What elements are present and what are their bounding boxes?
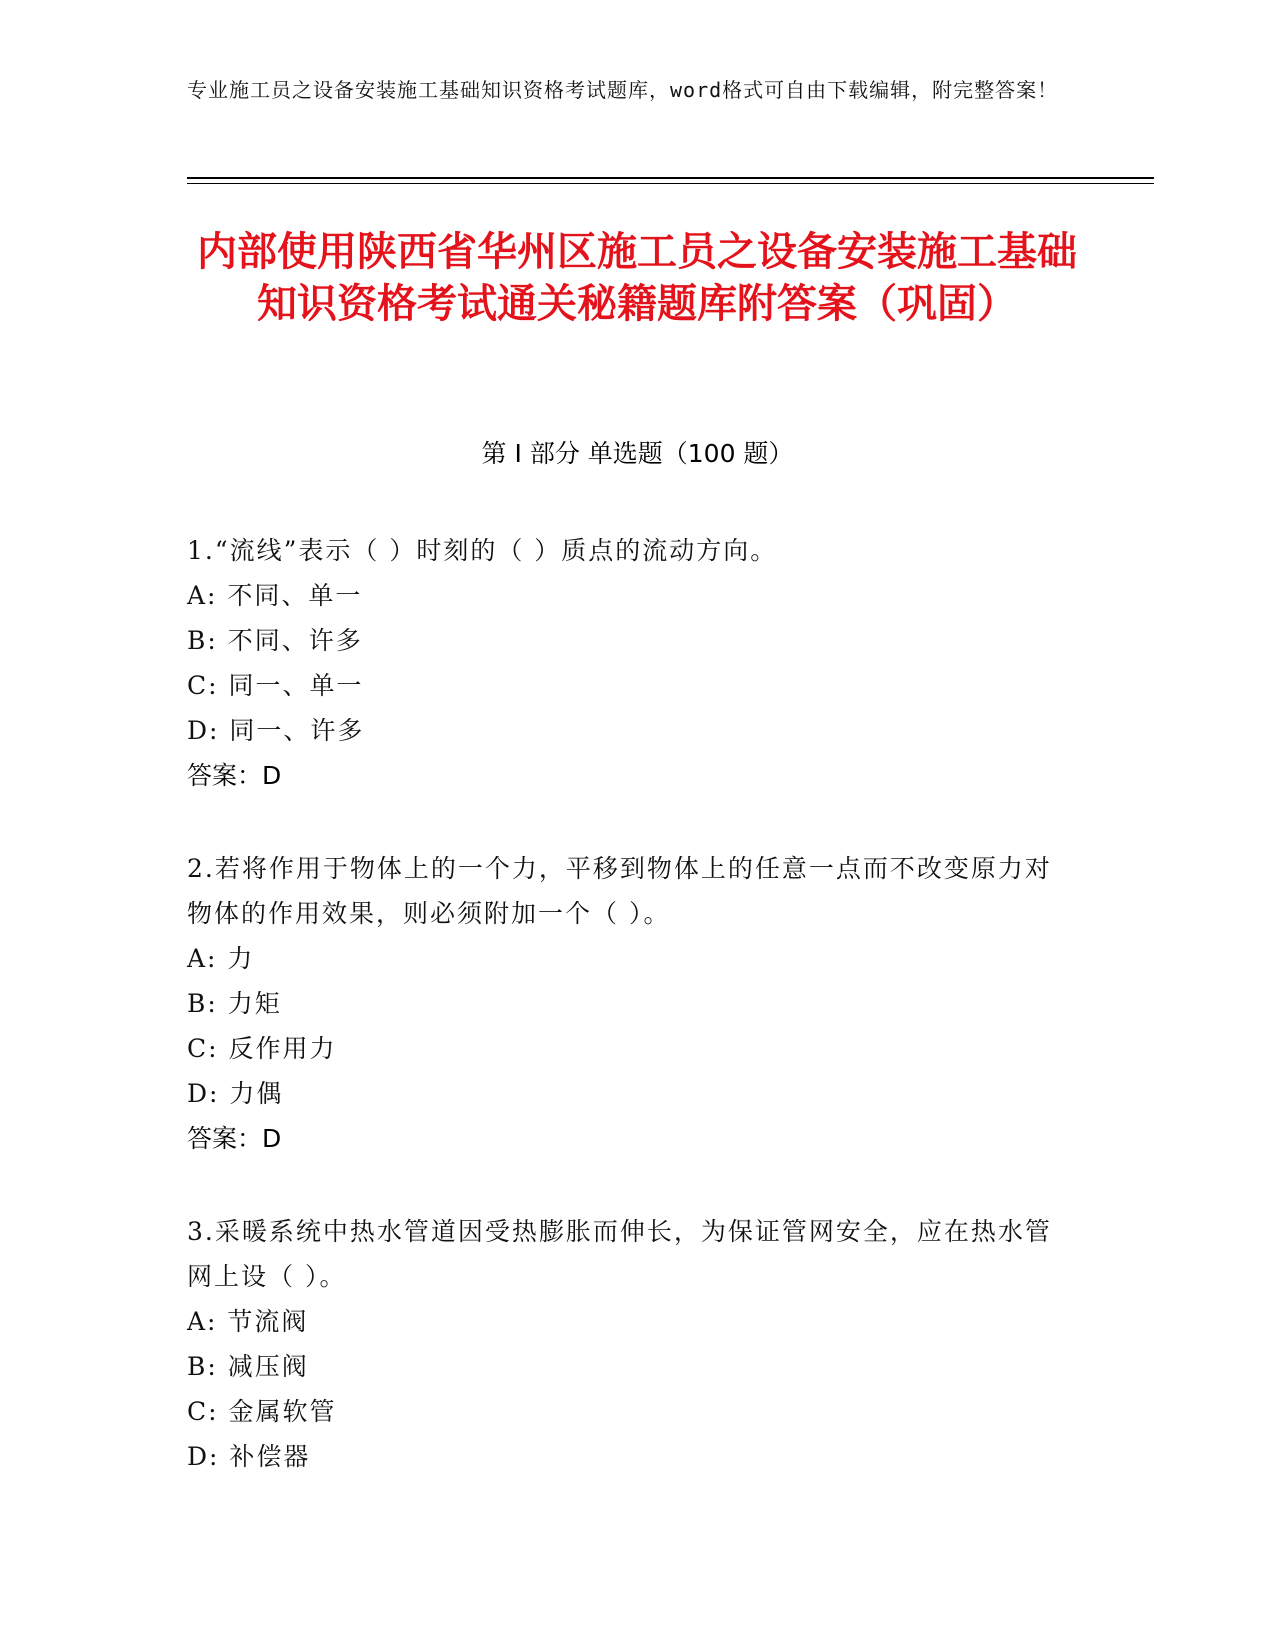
option-b: B: 减压阀 — [187, 1352, 309, 1381]
option-d: D: 力偶 — [187, 1079, 284, 1108]
document-title: 内部使用陕西省华州区施工员之设备安装施工基础知识资格考试通关秘籍题库附答案（巩固） — [197, 229, 1077, 327]
option-b: B: 不同、许多 — [187, 626, 363, 655]
option-d: D: 补偿器 — [187, 1442, 311, 1471]
answer: 答案：D — [187, 761, 282, 790]
option-c: C: 同一、单一 — [187, 671, 364, 700]
question-stem: 1.“流线”表示（ ）时刻的（ ）质点的流动方向。 — [187, 536, 778, 565]
header-divider-thick — [187, 177, 1154, 179]
question-stem: 3.采暖系统中热水管道因受热膨胀而伸长，为保证管网安全，应在热水管网上设（ ）。 — [187, 1217, 1052, 1291]
question-item — [187, 846, 1057, 1161]
option-c: C: 反作用力 — [187, 1034, 337, 1063]
header-note: 专业施工员之设备安装施工基础知识资格考试题库，word格式可自由下载编辑，附完整答案！ — [187, 78, 1059, 102]
answer: 答案：D — [187, 1124, 282, 1153]
header-divider-thin — [187, 183, 1154, 184]
question-list — [187, 528, 1057, 1527]
option-c: C: 金属软管 — [187, 1397, 337, 1426]
question-item — [187, 528, 1057, 798]
option-d: D: 同一、许多 — [187, 716, 365, 745]
option-b: B: 力矩 — [187, 989, 282, 1018]
option-a: A: 节流阀 — [187, 1307, 309, 1336]
option-a: A: 不同、单一 — [187, 581, 363, 610]
option-a: A: 力 — [187, 944, 255, 973]
question-item — [187, 1209, 1057, 1479]
section-heading: 第 I 部分 单选题（100 题） — [481, 439, 794, 468]
question-stem: 2.若将作用于物体上的一个力，平移到物体上的任意一点而不改变原力对物体的作用效果，则必须附加一个（ ）。 — [187, 854, 1052, 928]
